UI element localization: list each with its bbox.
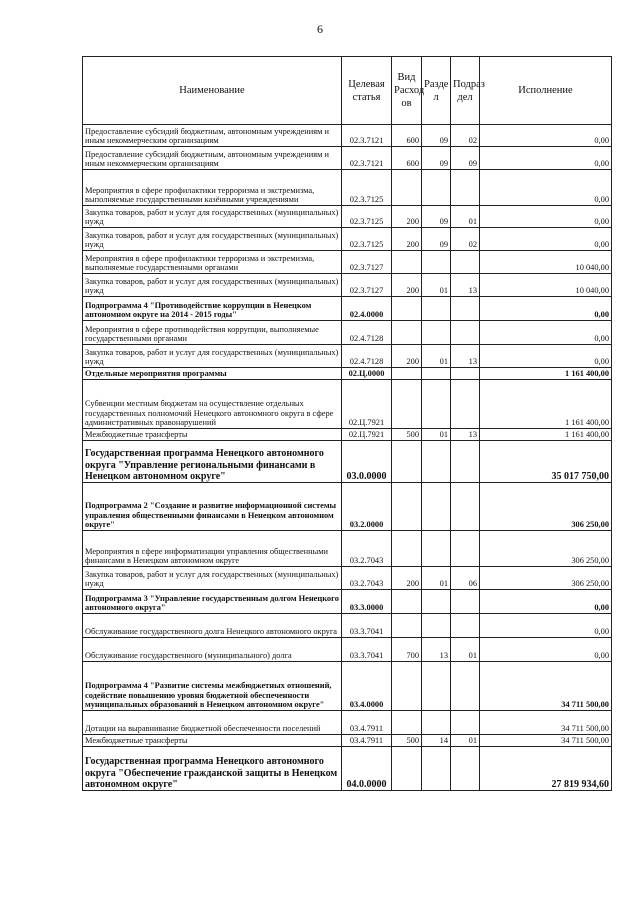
- cell-section: [422, 380, 451, 429]
- cell-name: Закупка товаров, работ и услуг для государственных (муниципальных) нужд: [83, 274, 342, 297]
- cell-section: 01: [422, 567, 451, 590]
- table-row: [83, 747, 612, 791]
- cell-section: 09: [422, 147, 451, 170]
- header-expense: Вид Расход ов: [392, 57, 422, 125]
- header-section: Разде л: [422, 57, 451, 125]
- cell-target: 02.4.7128: [342, 345, 392, 368]
- cell-subsection: [451, 380, 480, 429]
- cell-name: Мероприятия в сфере информатизации управления общественными финансами в Ненецком автономном округе: [83, 531, 342, 567]
- table-row: [83, 345, 612, 368]
- cell-name: Подпрограмма 2 "Создание и развитие информационной системы управления общественными финансами в Ненецком автономном округе": [83, 483, 342, 531]
- cell-execution: 10 040,00: [480, 274, 612, 297]
- cell-target: 03.3.7041: [342, 638, 392, 662]
- cell-execution: 27 819 934,60: [480, 747, 612, 791]
- cell-execution: 1 161 400,00: [480, 368, 612, 380]
- cell-name: Отдельные мероприятия программы: [83, 368, 342, 380]
- cell-subsection: [451, 170, 480, 206]
- cell-expense: [392, 483, 422, 531]
- cell-expense: 500: [392, 735, 422, 747]
- cell-name: Предоставление субсидий бюджетным, автономным учреждениям и иным некоммерческим организациям: [83, 147, 342, 170]
- cell-name: Дотации на выравнивание бюджетной обеспеченности поселений: [83, 711, 342, 735]
- cell-expense: 200: [392, 345, 422, 368]
- cell-target: 02.3.7121: [342, 147, 392, 170]
- cell-expense: 500: [392, 429, 422, 441]
- cell-execution: 0,00: [480, 170, 612, 206]
- cell-name: Закупка товаров, работ и услуг для государственных (муниципальных) нужд: [83, 345, 342, 368]
- cell-target: 02.Ц.7921: [342, 380, 392, 429]
- table-row: [83, 147, 612, 170]
- cell-section: [422, 662, 451, 711]
- cell-section: [422, 441, 451, 483]
- cell-target: 03.3.0000: [342, 590, 392, 614]
- cell-target: 03.4.7911: [342, 735, 392, 747]
- cell-subsection: [451, 483, 480, 531]
- cell-expense: 600: [392, 147, 422, 170]
- cell-section: [422, 170, 451, 206]
- table-row: [83, 735, 612, 747]
- cell-target: 02.4.0000: [342, 297, 392, 321]
- cell-name: Закупка товаров, работ и услуг для государственных (муниципальных) нужд: [83, 567, 342, 590]
- cell-expense: [392, 662, 422, 711]
- cell-target: 02.Ц.7921: [342, 429, 392, 441]
- cell-section: 14: [422, 735, 451, 747]
- cell-execution: 0,00: [480, 590, 612, 614]
- cell-subsection: 09: [451, 147, 480, 170]
- cell-target: 02.3.7125: [342, 170, 392, 206]
- table-row: [83, 321, 612, 345]
- cell-execution: 10 040,00: [480, 251, 612, 274]
- cell-name: Предоставление субсидий бюджетным, автономным учреждениям и иным некоммерческим организациям: [83, 125, 342, 147]
- cell-expense: [392, 441, 422, 483]
- cell-subsection: 01: [451, 206, 480, 228]
- cell-subsection: 01: [451, 638, 480, 662]
- cell-section: [422, 483, 451, 531]
- cell-subsection: 06: [451, 567, 480, 590]
- cell-target: 02.4.7128: [342, 321, 392, 345]
- cell-target: 02.3.7125: [342, 228, 392, 251]
- budget-table: [82, 56, 612, 791]
- cell-execution: 34 711 500,00: [480, 662, 612, 711]
- cell-target: 02.3.7125: [342, 206, 392, 228]
- cell-subsection: [451, 711, 480, 735]
- cell-subsection: 02: [451, 125, 480, 147]
- cell-section: [422, 321, 451, 345]
- cell-section: [422, 251, 451, 274]
- cell-name: Мероприятия в сфере профилактики терроризма и экстремизма, выполняемые государственными казёнными учреждениями: [83, 170, 342, 206]
- table-row: [83, 228, 612, 251]
- cell-target: 03.3.7041: [342, 614, 392, 638]
- cell-subsection: [451, 531, 480, 567]
- cell-section: [422, 531, 451, 567]
- cell-target: 03.2.0000: [342, 483, 392, 531]
- cell-target: 03.4.0000: [342, 662, 392, 711]
- cell-target: 02.3.7121: [342, 125, 392, 147]
- cell-section: 09: [422, 206, 451, 228]
- table-row: [83, 531, 612, 567]
- cell-name: Подпрограмма 3 "Управление государственным долгом Ненецкого автономного округа": [83, 590, 342, 614]
- table-row: [83, 567, 612, 590]
- cell-execution: 306 250,00: [480, 483, 612, 531]
- cell-name: Межбюджетные трансферты: [83, 429, 342, 441]
- cell-section: [422, 614, 451, 638]
- table-row: [83, 590, 612, 614]
- table-header-row: [83, 57, 612, 125]
- cell-expense: 600: [392, 125, 422, 147]
- cell-target: 03.2.7043: [342, 531, 392, 567]
- cell-execution: 0,00: [480, 228, 612, 251]
- table-row: [83, 638, 612, 662]
- cell-expense: 700: [392, 638, 422, 662]
- cell-execution: 1 161 400,00: [480, 380, 612, 429]
- cell-expense: [392, 170, 422, 206]
- page-number: 6: [317, 22, 323, 36]
- cell-name: Государственная программа Ненецкого автономного округа "Управление региональными финансами в Ненецком автономном округе": [83, 441, 342, 483]
- cell-execution: 34 711 500,00: [480, 711, 612, 735]
- cell-subsection: 13: [451, 345, 480, 368]
- cell-subsection: [451, 747, 480, 791]
- table-row: [83, 614, 612, 638]
- header-name: Наименование: [83, 57, 342, 125]
- cell-target: 02.3.7127: [342, 274, 392, 297]
- cell-expense: 200: [392, 206, 422, 228]
- cell-name: Подпрограмма 4 "Противодействие коррупции в Ненецком автономном округе на 2014 - 2015 годы": [83, 297, 342, 321]
- cell-expense: 200: [392, 228, 422, 251]
- cell-expense: [392, 614, 422, 638]
- cell-subsection: [451, 662, 480, 711]
- cell-name: Закупка товаров, работ и услуг для государственных (муниципальных) нужд: [83, 228, 342, 251]
- cell-name: Обслуживание государственного (муниципального) долга: [83, 638, 342, 662]
- cell-execution: 306 250,00: [480, 531, 612, 567]
- cell-name: Закупка товаров, работ и услуг для государственных (муниципальных) нужд: [83, 206, 342, 228]
- cell-section: [422, 747, 451, 791]
- cell-name: Межбюджетные трансферты: [83, 735, 342, 747]
- cell-execution: 0,00: [480, 125, 612, 147]
- cell-expense: [392, 297, 422, 321]
- cell-section: 01: [422, 274, 451, 297]
- cell-execution: 0,00: [480, 614, 612, 638]
- cell-expense: [392, 711, 422, 735]
- table-row: [83, 206, 612, 228]
- cell-execution: 0,00: [480, 638, 612, 662]
- cell-section: 09: [422, 228, 451, 251]
- cell-subsection: 13: [451, 274, 480, 297]
- table-row: [83, 125, 612, 147]
- cell-section: 09: [422, 125, 451, 147]
- cell-subsection: 01: [451, 735, 480, 747]
- cell-target: 03.2.7043: [342, 567, 392, 590]
- cell-target: 02.3.7127: [342, 251, 392, 274]
- cell-execution: 0,00: [480, 345, 612, 368]
- cell-execution: 0,00: [480, 321, 612, 345]
- cell-name: Государственная программа Ненецкого автономного округа "Обеспечение гражданской защиты в Ненецком автономном округе": [83, 747, 342, 791]
- table-row: [83, 274, 612, 297]
- cell-subsection: 02: [451, 228, 480, 251]
- cell-section: [422, 297, 451, 321]
- cell-name: Мероприятия в сфере противодействия коррупции, выполняемые государственными органами: [83, 321, 342, 345]
- cell-expense: [392, 321, 422, 345]
- table-row: [83, 368, 612, 380]
- cell-name: Обслуживание государственного долга Ненецкого автономного округа: [83, 614, 342, 638]
- cell-subsection: [451, 321, 480, 345]
- cell-subsection: [451, 368, 480, 380]
- cell-expense: [392, 590, 422, 614]
- cell-execution: 0,00: [480, 206, 612, 228]
- cell-subsection: [451, 251, 480, 274]
- cell-section: 13: [422, 638, 451, 662]
- table-row: [83, 483, 612, 531]
- cell-expense: [392, 251, 422, 274]
- cell-subsection: 13: [451, 429, 480, 441]
- header-subsection: Подраз дел: [451, 57, 480, 125]
- cell-expense: 200: [392, 567, 422, 590]
- cell-expense: [392, 531, 422, 567]
- cell-execution: 1 161 400,00: [480, 429, 612, 441]
- cell-subsection: [451, 297, 480, 321]
- table-row: [83, 251, 612, 274]
- cell-name: Субвенции местным бюджетам на осуществление отдельных государственных полномочий Ненецкого автономного округа в сфере административных правонарушений: [83, 380, 342, 429]
- table-row: [83, 170, 612, 206]
- cell-section: [422, 590, 451, 614]
- cell-target: 04.0.0000: [342, 747, 392, 791]
- cell-expense: [392, 747, 422, 791]
- cell-section: 01: [422, 345, 451, 368]
- table-row: [83, 429, 612, 441]
- table-row: [83, 441, 612, 483]
- cell-target: 03.0.0000: [342, 441, 392, 483]
- cell-execution: 0,00: [480, 297, 612, 321]
- table-row: [83, 711, 612, 735]
- cell-execution: 306 250,00: [480, 567, 612, 590]
- cell-expense: [392, 368, 422, 380]
- cell-name: Подпрограмма 4 "Развитие системы межбюджетных отношений, содействие повышению уровня бюджетной обеспеченности муниципальных образований в Ненецком автономном округе": [83, 662, 342, 711]
- cell-section: [422, 711, 451, 735]
- cell-section: [422, 368, 451, 380]
- cell-section: 01: [422, 429, 451, 441]
- cell-subsection: [451, 441, 480, 483]
- cell-execution: 0,00: [480, 147, 612, 170]
- table-row: [83, 662, 612, 711]
- cell-expense: [392, 380, 422, 429]
- cell-expense: 200: [392, 274, 422, 297]
- header-target: Целевая статья: [342, 57, 392, 125]
- cell-name: Мероприятия в сфере профилактики терроризма и экстремизма, выполняемые государственными органами: [83, 251, 342, 274]
- cell-target: 02.Ц.0000: [342, 368, 392, 380]
- header-execution: Исполнение: [480, 57, 612, 125]
- cell-execution: 34 711 500,00: [480, 735, 612, 747]
- table-row: [83, 297, 612, 321]
- cell-execution: 35 017 750,00: [480, 441, 612, 483]
- table-row: [83, 380, 612, 429]
- cell-target: 03.4.7911: [342, 711, 392, 735]
- cell-subsection: [451, 614, 480, 638]
- cell-subsection: [451, 590, 480, 614]
